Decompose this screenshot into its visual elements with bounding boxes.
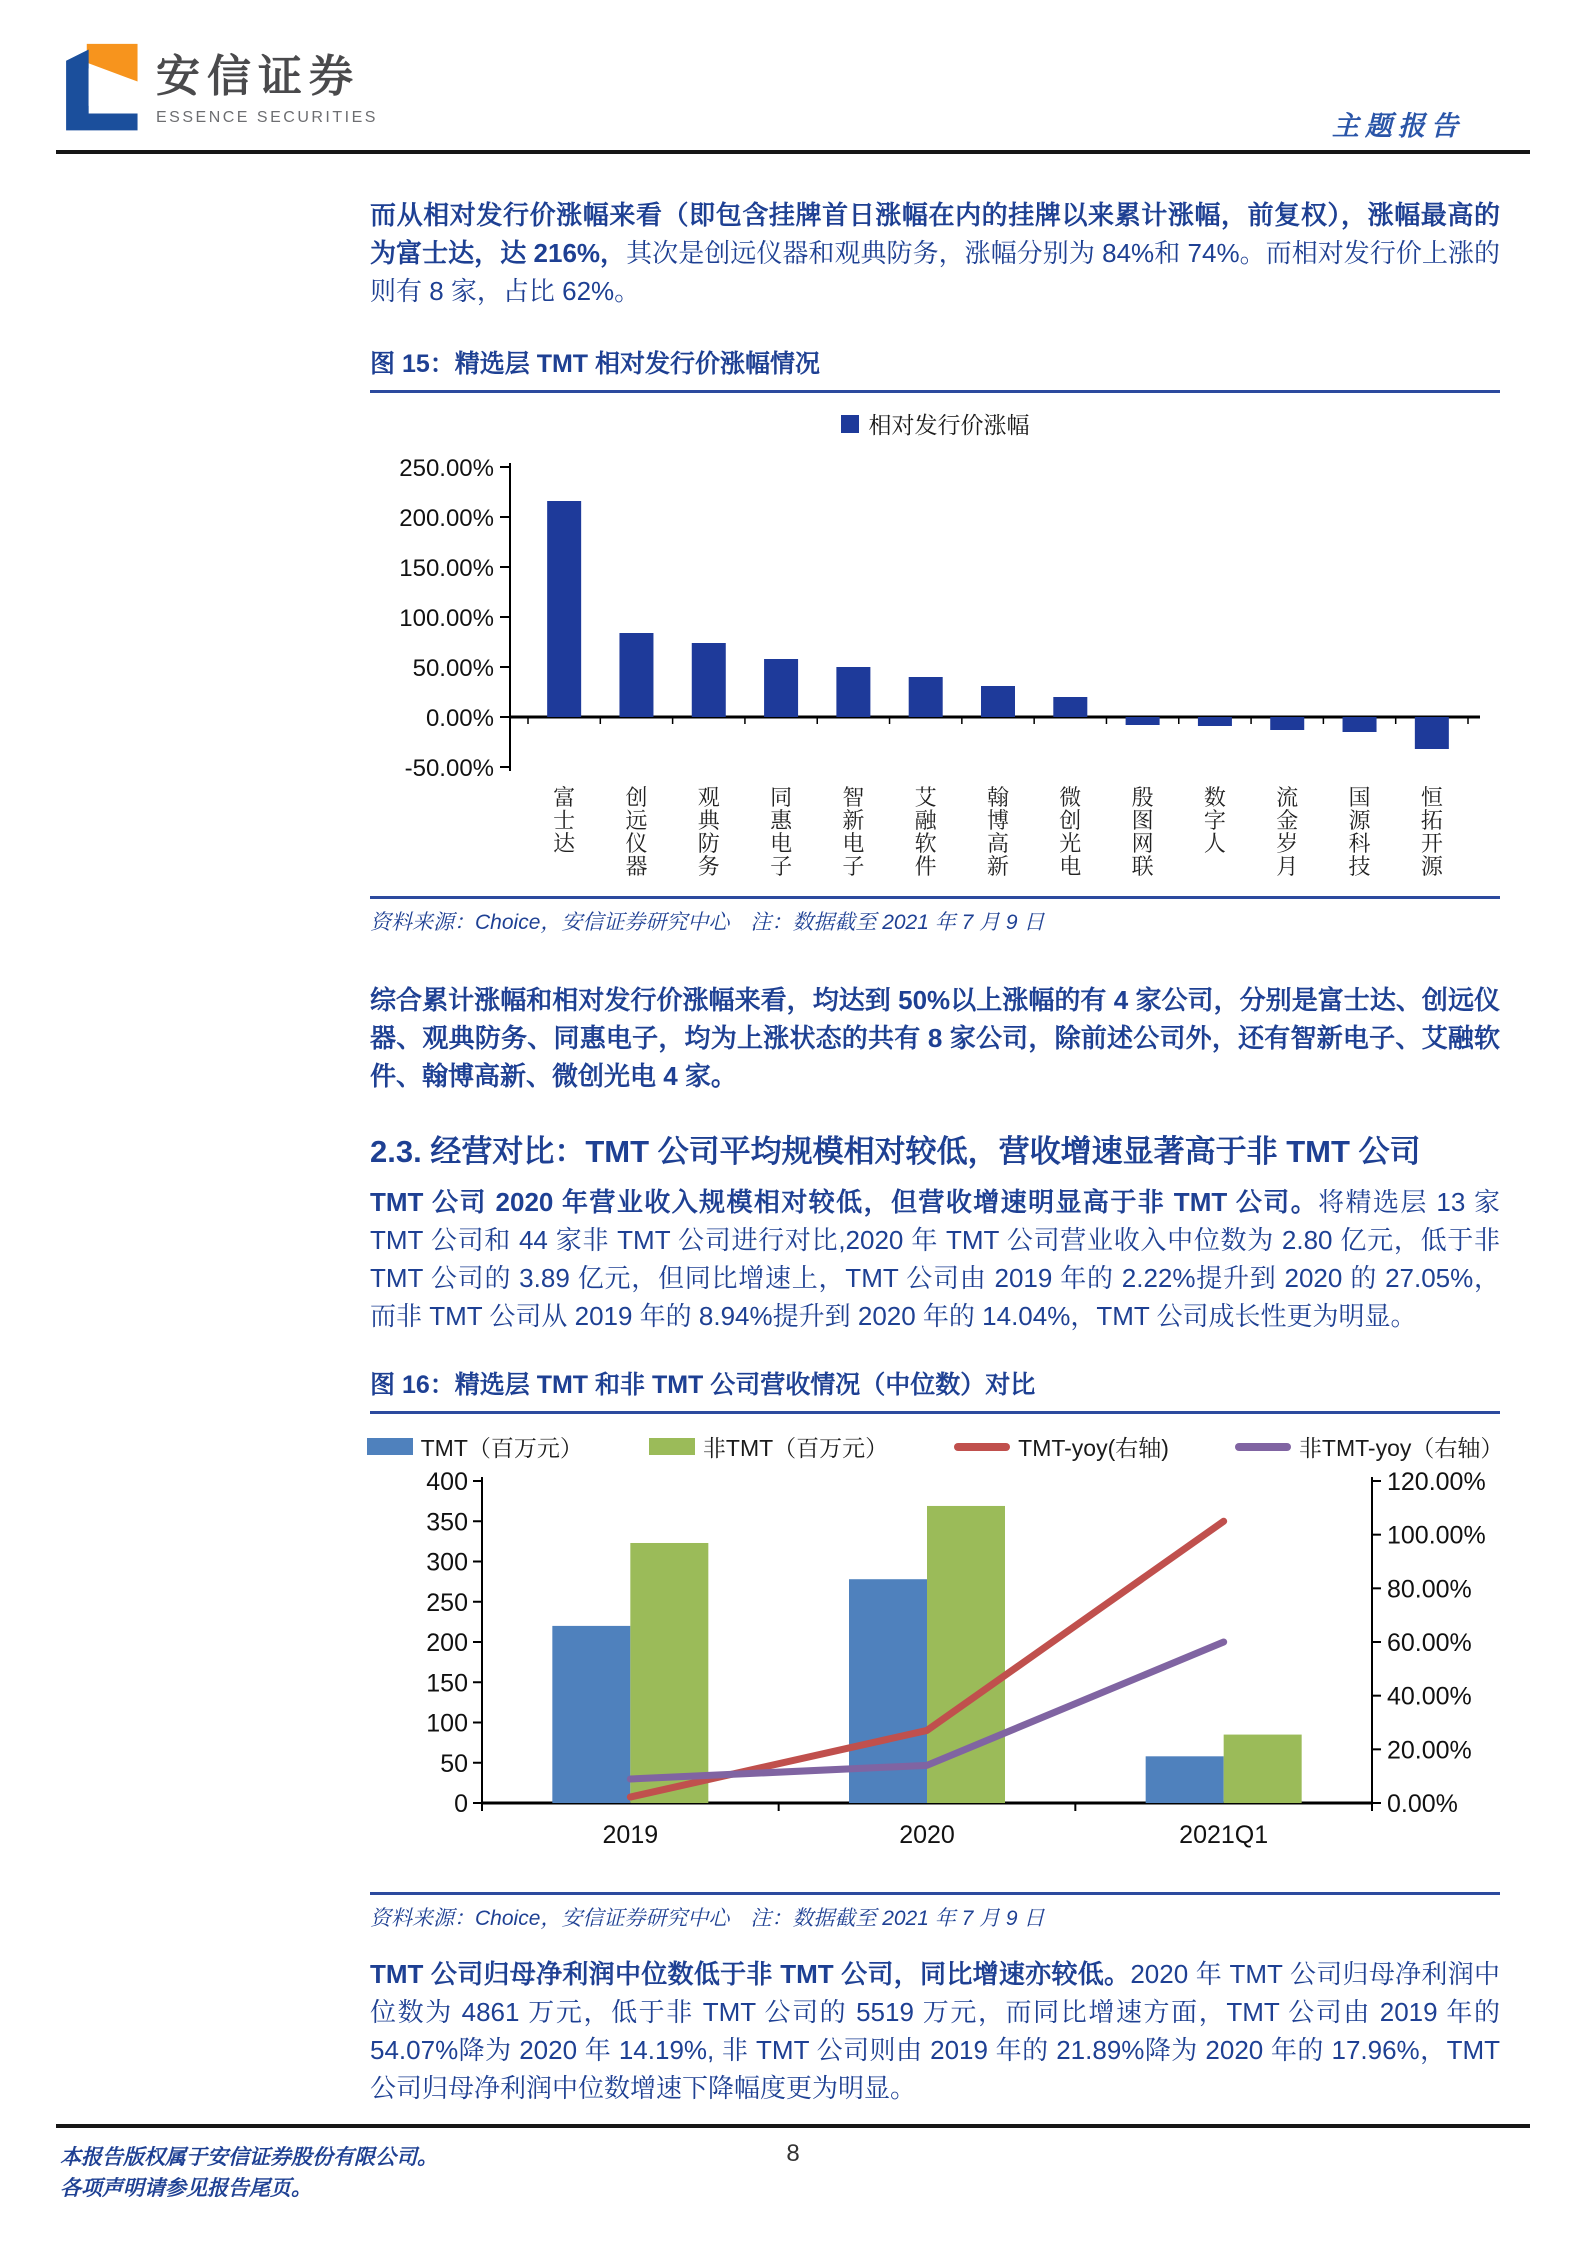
svg-text:0.00%: 0.00% (425, 705, 494, 732)
legend-label: 相对发行价涨幅 (868, 412, 1030, 438)
brand-name: 安信证券 (156, 52, 360, 101)
svg-text:2019: 2019 (602, 1821, 659, 1849)
legend-item-tmt-yoy (954, 1430, 1169, 1463)
svg-text:20.00%: 20.00% (1387, 1736, 1472, 1765)
svg-text:150.00%: 150.00% (399, 555, 494, 582)
revenue-median-combo-chart (370, 1465, 1496, 1890)
section-heading-2-3: 2.3. 经营对比：TMT 公司平均规模相对较低，营收增速显著高于非 TMT 公司 (370, 1134, 1421, 1169)
svg-text:100.00%: 100.00% (399, 605, 494, 632)
brand (58, 42, 378, 136)
legend-swatch-icon (841, 415, 859, 433)
svg-text:微创光电: 微创光电 (1059, 785, 1082, 879)
figure-15 (370, 344, 1500, 937)
footer-copyright: 本报告版权属于安信证券股份有限公司。 (60, 2146, 438, 2169)
svg-text:殷图网联: 殷图网联 (1131, 785, 1154, 879)
figure-16-legend (370, 1430, 1504, 1463)
svg-text:350: 350 (426, 1508, 468, 1537)
figure-16 (370, 1365, 1504, 1933)
figure-15-divider (370, 896, 1500, 899)
svg-text:0.00%: 0.00% (1387, 1790, 1458, 1818)
svg-text:200.00%: 200.00% (399, 505, 494, 532)
paragraph-relative-gain: 而从相对发行价涨幅来看（即包含挂牌首日涨幅在内的挂牌以来累计涨幅，前复权），涨幅最高的为富士达，达 216%，其次是创远仪器和观典防务，涨幅分别为 84%和 74%。而相对发行价上涨的则有 8 家，占比 62%。 (370, 200, 1500, 306)
legend-swatch-icon (367, 1438, 413, 1455)
page-footer (56, 2124, 1530, 2204)
figure-15-legend (370, 407, 1500, 440)
svg-text:2021Q1: 2021Q1 (1179, 1821, 1269, 1849)
svg-text:150: 150 (426, 1669, 468, 1698)
svg-text:观典防务: 观典防务 (697, 785, 720, 879)
legend-item-non-tmt-yoy (1235, 1430, 1503, 1463)
svg-text:400: 400 (426, 1468, 468, 1496)
legend-label: 非TMT（百万元） (702, 1435, 889, 1461)
figure-16-divider (370, 1892, 1500, 1895)
svg-text:-50.00%: -50.00% (404, 755, 494, 782)
svg-text:50: 50 (440, 1749, 468, 1778)
svg-text:流金岁月: 流金岁月 (1276, 785, 1299, 879)
legend-swatch-icon (954, 1443, 1010, 1451)
svg-text:250: 250 (426, 1588, 468, 1617)
svg-text:0: 0 (454, 1790, 468, 1818)
figure-16-title: 图 16：精选层 TMT 和非 TMT 公司营收情况（中位数）对比 (370, 1365, 1500, 1414)
figure-15-source: 资料来源：Choice，安信证券研究中心 注：数据截至 2021 年 7 月 9 日 (370, 911, 1045, 934)
svg-text:80.00%: 80.00% (1387, 1575, 1472, 1604)
legend-label: 非TMT-yoy（右轴） (1298, 1435, 1504, 1461)
svg-text:国源科技: 国源科技 (1348, 785, 1371, 879)
legend-swatch-icon (1235, 1443, 1291, 1451)
svg-text:恒拓开源: 恒拓开源 (1420, 785, 1443, 879)
svg-text:120.00%: 120.00% (1387, 1468, 1486, 1496)
svg-text:富士达: 富士达 (553, 785, 576, 856)
svg-text:同惠电子: 同惠电子 (770, 785, 793, 879)
svg-text:创远仪器: 创远仪器 (625, 785, 648, 879)
report-body (370, 150, 1504, 2107)
legend-label: TMT（百万元） (420, 1435, 583, 1461)
legend-item-non-tmt (649, 1430, 888, 1463)
footer-disclaimer: 各项声明请参见报告尾页。 (60, 2177, 312, 2200)
paragraph-profit-compare: TMT 公司归母净利润中位数低于非 TMT 公司，同比增速亦较低。2020 年 TMT 公司归母净利润中位数为 4861 万元，低于非 TMT 公司的 5519 万元，而同比增速方面，TMT 公司由 2019 年的 54.07%降为 2020 年 14.19%, 非 TMT 公司则由 2019 年的 21.89%降为 2020 年的 17.96%，TMT 公司归母净利润中位数增速下降幅度更为明显。 (370, 1959, 1500, 2103)
svg-text:60.00%: 60.00% (1387, 1629, 1472, 1657)
legend-label: TMT-yoy(右轴) (1018, 1435, 1169, 1461)
paragraph-revenue-compare: TMT 公司 2020 年营业收入规模相对较低，但营收增速明显高于非 TMT 公司。将精选层 13 家 TMT 公司和 44 家非 TMT 公司进行对比,2020 年 TMT 公司营业收入中位数为 2.80 亿元，低于非 TMT 公司的 3.89 亿元，但同比增速上，TMT 公司由 2019 年的 2.22%提升到 2020 的 27.05%，而非 TMT 公司从 2019 年的 8.94%提升到 2020 年的 14.04%，TMT 公司成长性更为明显。 (370, 1187, 1500, 1331)
svg-text:100: 100 (426, 1709, 468, 1738)
svg-text:翰博高新: 翰博高新 (986, 785, 1010, 879)
essence-securities-logo-icon (58, 42, 140, 136)
svg-text:50.00%: 50.00% (412, 655, 494, 682)
svg-text:艾融软件: 艾融软件 (914, 785, 937, 879)
figure-15-title: 图 15：精选层 TMT 相对发行价涨幅情况 (370, 344, 1500, 393)
svg-text:250.00%: 250.00% (399, 455, 494, 482)
svg-text:100.00%: 100.00% (1387, 1521, 1486, 1550)
figure-16-source: 资料来源：Choice，安信证券研究中心 注：数据截至 2021 年 7 月 9 日 (370, 1907, 1045, 1930)
svg-text:40.00%: 40.00% (1387, 1682, 1472, 1711)
svg-text:数字人: 数字人 (1203, 785, 1226, 856)
paragraph-summary: 综合累计涨幅和相对发行价涨幅来看，均达到 50%以上涨幅的有 4 家公司，分别是富士达、创远仪器、观典防务、同惠电子，均为上涨状态的共有 8 家公司，除前述公司外，还有智新电子、艾融软件、翰博高新、微创光电 4 家。 (370, 985, 1500, 1091)
svg-text:智新电子: 智新电子 (842, 785, 865, 879)
brand-subtitle: ESSENCE SECURITIES (156, 109, 378, 126)
doc-type-label: 主题报告 (1332, 111, 1464, 141)
legend-item-tmt (367, 1430, 583, 1463)
svg-text:200: 200 (426, 1629, 468, 1657)
relative-ipo-gain-bar-chart (370, 442, 1496, 894)
legend-swatch-icon (649, 1438, 695, 1455)
page-number: 8 (786, 2140, 800, 2167)
svg-text:300: 300 (426, 1548, 468, 1577)
svg-text:2020: 2020 (899, 1821, 955, 1849)
